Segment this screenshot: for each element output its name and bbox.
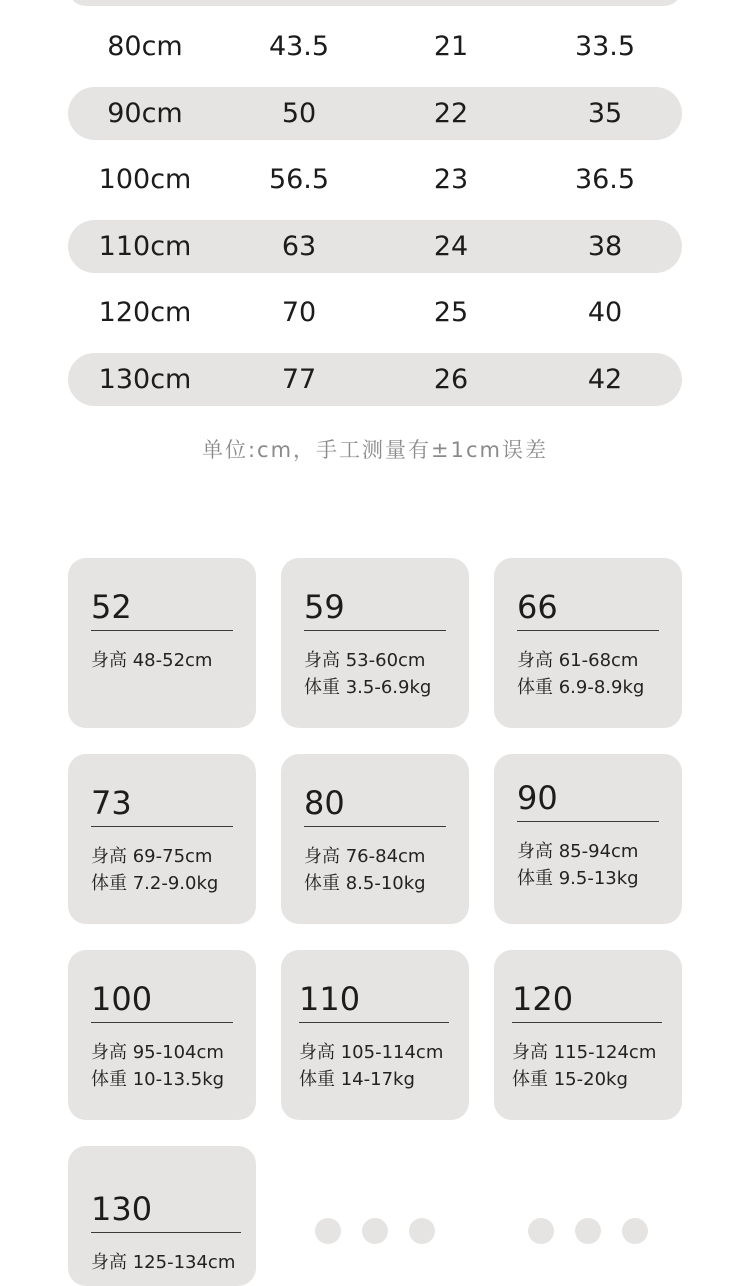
table-cell: 25 <box>433 297 469 328</box>
card-height: 身高 105-114cm <box>299 1042 444 1063</box>
decorative-dot <box>409 1218 435 1244</box>
table-cell: 70 <box>281 297 317 328</box>
card-divider <box>91 630 233 631</box>
card-divider <box>91 1232 241 1233</box>
table-row <box>68 353 682 406</box>
card-divider <box>304 826 446 827</box>
card-divider <box>517 630 659 631</box>
table-top-row-fragment <box>68 0 682 6</box>
card-size-label: 59 <box>304 588 345 626</box>
size-card-73 <box>68 754 256 924</box>
card-size-label: 90 <box>517 779 558 817</box>
card-divider <box>517 821 659 822</box>
card-height: 身高 95-104cm <box>91 1042 224 1063</box>
card-size-label: 100 <box>91 980 153 1018</box>
table-cell: 35 <box>587 97 623 129</box>
size-card-59 <box>281 558 469 728</box>
card-divider <box>91 826 233 827</box>
size-card-90 <box>494 754 682 924</box>
table-cell: 77 <box>281 363 317 395</box>
card-weight: 体重 6.9-8.9kg <box>517 677 645 698</box>
size-card-100 <box>68 950 256 1120</box>
table-cell-size: 130cm <box>98 363 192 395</box>
card-divider <box>91 1022 233 1023</box>
table-cell: 36.5 <box>574 164 636 195</box>
table-cell-size: 80cm <box>107 31 183 62</box>
table-row <box>68 220 682 273</box>
card-weight: 体重 15-20kg <box>512 1069 628 1090</box>
table-cell: 38 <box>587 230 623 262</box>
table-cell: 22 <box>433 97 469 129</box>
table-row <box>68 286 682 339</box>
card-size-label: 120 <box>512 980 574 1018</box>
table-cell: 56.5 <box>268 164 330 195</box>
table-cell: 42 <box>587 363 623 395</box>
decorative-dot <box>362 1218 388 1244</box>
card-height: 身高 69-75cm <box>91 846 213 867</box>
card-weight: 体重 3.5-6.9kg <box>304 677 432 698</box>
decorative-dot <box>622 1218 648 1244</box>
card-height: 身高 125-134cm <box>91 1252 236 1273</box>
card-size-label: 52 <box>91 588 132 626</box>
card-size-label: 130 <box>91 1190 153 1228</box>
table-row <box>68 87 682 140</box>
table-cell: 43.5 <box>268 31 330 62</box>
table-row <box>68 20 682 73</box>
size-card-66 <box>494 558 682 728</box>
card-height: 身高 53-60cm <box>304 650 426 671</box>
size-card-80 <box>281 754 469 924</box>
card-size-label: 66 <box>517 588 558 626</box>
size-card-120 <box>494 950 682 1120</box>
card-height: 身高 85-94cm <box>517 841 639 862</box>
card-weight: 体重 7.2-9.0kg <box>91 873 219 894</box>
size-card-110 <box>281 950 469 1120</box>
table-cell: 23 <box>433 164 469 195</box>
table-cell: 40 <box>587 297 623 328</box>
card-weight: 体重 10-13.5kg <box>91 1069 225 1090</box>
card-divider <box>304 630 446 631</box>
table-cell-size: 120cm <box>98 297 192 328</box>
card-size-label: 80 <box>304 784 345 822</box>
table-cell: 24 <box>433 230 469 262</box>
decorative-dot <box>575 1218 601 1244</box>
card-weight: 体重 14-17kg <box>299 1069 415 1090</box>
card-weight: 体重 9.5-13kg <box>517 868 639 889</box>
table-cell: 63 <box>281 230 317 262</box>
table-cell: 21 <box>433 31 469 62</box>
measurement-note: 单位:cm，手工测量有±1cm误差 <box>201 438 549 462</box>
table-cell: 33.5 <box>574 31 636 62</box>
card-height: 身高 115-124cm <box>512 1042 657 1063</box>
card-size-label: 110 <box>299 980 361 1018</box>
table-cell-size: 90cm <box>107 97 183 129</box>
table-cell: 26 <box>433 363 469 395</box>
size-table <box>68 20 682 419</box>
decorative-dot <box>528 1218 554 1244</box>
size-card-52 <box>68 558 256 728</box>
card-weight: 体重 8.5-10kg <box>304 873 426 894</box>
card-height: 身高 76-84cm <box>304 846 426 867</box>
table-cell-size: 110cm <box>98 230 192 262</box>
card-size-label: 73 <box>91 784 132 822</box>
table-cell: 50 <box>281 97 317 129</box>
table-cell-size: 100cm <box>98 164 192 195</box>
card-height: 身高 61-68cm <box>517 650 639 671</box>
decorative-dot <box>315 1218 341 1244</box>
size-card-130 <box>68 1146 256 1286</box>
table-row <box>68 153 682 206</box>
card-divider <box>512 1022 662 1023</box>
card-divider <box>299 1022 449 1023</box>
card-height: 身高 48-52cm <box>91 650 213 671</box>
